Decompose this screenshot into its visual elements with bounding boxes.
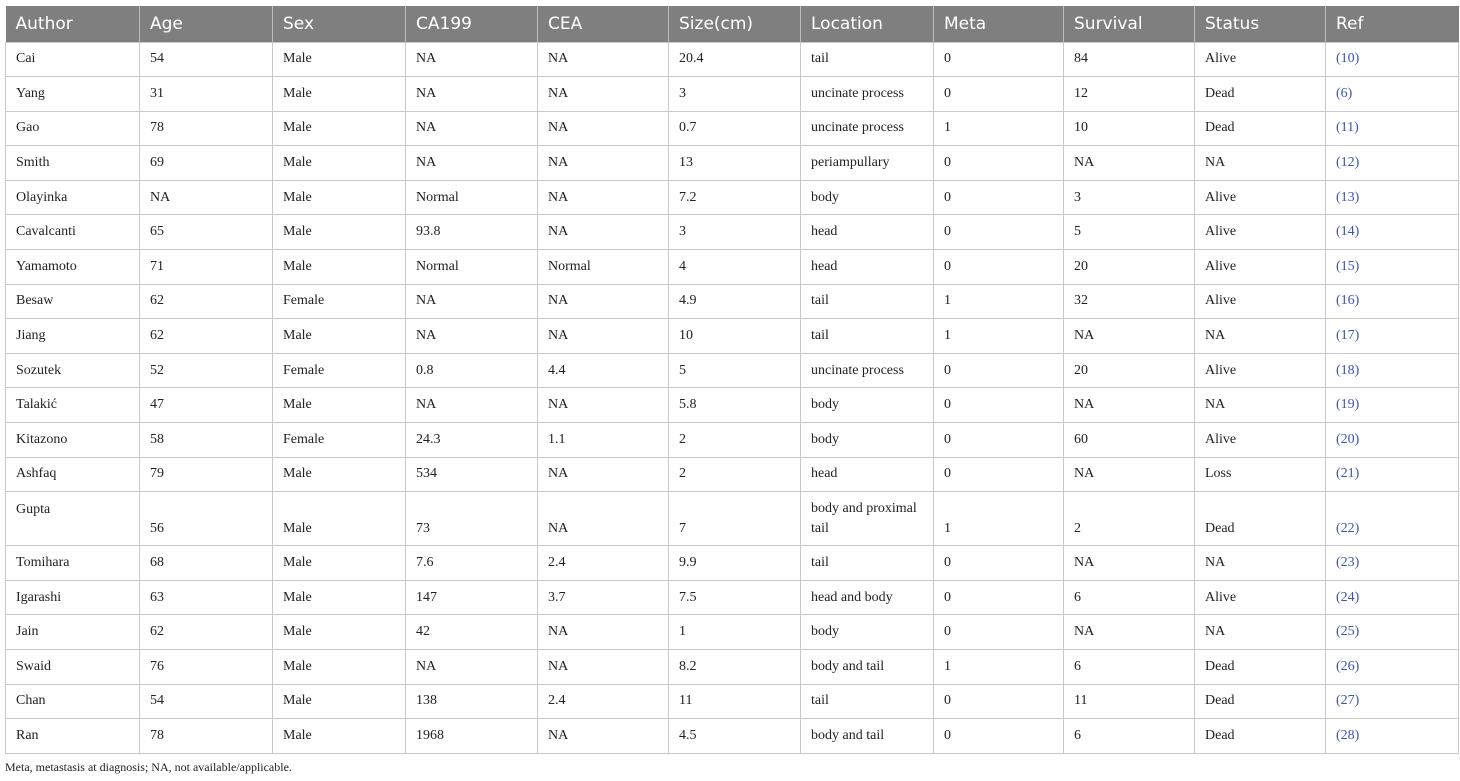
cell-ca199: 138 — [406, 684, 538, 719]
cell-survival: NA — [1064, 388, 1195, 423]
cell-location: head and body — [801, 580, 934, 615]
cell-age: 31 — [140, 77, 273, 112]
cell-sex: Male — [273, 111, 406, 146]
cell-location: tail — [801, 319, 934, 354]
cell-size: 2 — [669, 423, 801, 458]
cell-survival: 84 — [1064, 42, 1195, 77]
cell-sex: Male — [273, 546, 406, 581]
cell-size: 13 — [669, 146, 801, 181]
cell-size: 10 — [669, 319, 801, 354]
cell-cea: 2.4 — [538, 546, 669, 581]
table-row — [6, 492, 1459, 546]
cell-meta: 0 — [934, 719, 1064, 754]
cell-ca199: NA — [406, 146, 538, 181]
cell-meta: 0 — [934, 457, 1064, 492]
cell-age: 52 — [140, 353, 273, 388]
cell-size: 7 — [669, 492, 801, 546]
table-row — [6, 719, 1459, 754]
cell-size: 3 — [669, 215, 801, 250]
cell-size: 11 — [669, 684, 801, 719]
cell-sex: Male — [273, 457, 406, 492]
cell-location: head — [801, 457, 934, 492]
cell-ca199: 73 — [406, 492, 538, 546]
cell-age: 76 — [140, 650, 273, 685]
cell-ref[interactable]: (27) — [1326, 684, 1459, 719]
cell-size: 4.5 — [669, 719, 801, 754]
cell-sex: Female — [273, 284, 406, 319]
cell-author: Yamamoto — [6, 250, 140, 285]
cell-location: body — [801, 423, 934, 458]
cell-survival: NA — [1064, 457, 1195, 492]
table-row — [6, 319, 1459, 354]
cell-status: NA — [1195, 546, 1326, 581]
cell-survival: 3 — [1064, 180, 1195, 215]
cell-author: Yang — [6, 77, 140, 112]
cell-author: Jain — [6, 615, 140, 650]
cell-cea: NA — [538, 719, 669, 754]
cell-size: 9.9 — [669, 546, 801, 581]
cell-age: 78 — [140, 719, 273, 754]
cell-author: Besaw — [6, 284, 140, 319]
cell-age: 54 — [140, 684, 273, 719]
cell-location: body — [801, 615, 934, 650]
cell-status: NA — [1195, 615, 1326, 650]
cell-age: 54 — [140, 42, 273, 77]
cell-ca199: NA — [406, 42, 538, 77]
cell-meta: 1 — [934, 111, 1064, 146]
table-row — [6, 580, 1459, 615]
cell-size: 2 — [669, 457, 801, 492]
cell-location: body — [801, 388, 934, 423]
cell-cea: NA — [538, 650, 669, 685]
cell-ca199: 534 — [406, 457, 538, 492]
cell-survival: 11 — [1064, 684, 1195, 719]
cell-sex: Male — [273, 580, 406, 615]
cell-ca199: 0.8 — [406, 353, 538, 388]
cell-status: NA — [1195, 319, 1326, 354]
cell-meta: 1 — [934, 650, 1064, 685]
cell-status: Dead — [1195, 111, 1326, 146]
cell-status: Dead — [1195, 684, 1326, 719]
cell-location: tail — [801, 684, 934, 719]
cell-survival: 10 — [1064, 111, 1195, 146]
column-header-cea: CEA — [538, 6, 669, 42]
cell-status: Alive — [1195, 42, 1326, 77]
cell-ca199: Normal — [406, 180, 538, 215]
cell-location: tail — [801, 284, 934, 319]
cell-author: Gupta — [6, 492, 140, 546]
table-row — [6, 146, 1459, 181]
table-row — [6, 111, 1459, 146]
cell-location: uncinate process — [801, 77, 934, 112]
cell-meta: 1 — [934, 284, 1064, 319]
cell-status: NA — [1195, 146, 1326, 181]
cell-cea: 4.4 — [538, 353, 669, 388]
cell-status: Dead — [1195, 650, 1326, 685]
cell-ref[interactable]: (22) — [1326, 492, 1459, 546]
cell-ref[interactable]: (25) — [1326, 615, 1459, 650]
cell-status: Alive — [1195, 180, 1326, 215]
cell-meta: 0 — [934, 546, 1064, 581]
cell-age: 71 — [140, 250, 273, 285]
column-header-age: Age — [140, 6, 273, 42]
cell-meta: 0 — [934, 215, 1064, 250]
cell-meta: 0 — [934, 353, 1064, 388]
cell-ref[interactable]: (11) — [1326, 111, 1459, 146]
cell-location: uncinate process — [801, 353, 934, 388]
cell-author: Swaid — [6, 650, 140, 685]
cell-survival: 6 — [1064, 650, 1195, 685]
cell-cea: NA — [538, 146, 669, 181]
cell-sex: Male — [273, 388, 406, 423]
table-row — [6, 650, 1459, 685]
cell-ca199: 1968 — [406, 719, 538, 754]
cell-meta: 1 — [934, 319, 1064, 354]
table-row — [6, 353, 1459, 388]
cell-age: 56 — [140, 492, 273, 546]
cell-survival: NA — [1064, 146, 1195, 181]
cell-meta: 0 — [934, 388, 1064, 423]
cell-author: Chan — [6, 684, 140, 719]
cell-age: 69 — [140, 146, 273, 181]
table-row — [6, 684, 1459, 719]
cell-ca199: NA — [406, 319, 538, 354]
cell-ref[interactable]: (26) — [1326, 650, 1459, 685]
cell-sex: Female — [273, 353, 406, 388]
cell-author: Ashfaq — [6, 457, 140, 492]
cell-meta: 0 — [934, 250, 1064, 285]
cell-survival: 20 — [1064, 353, 1195, 388]
cell-cea: NA — [538, 615, 669, 650]
cell-status: Alive — [1195, 284, 1326, 319]
cell-age: 62 — [140, 319, 273, 354]
table-row — [6, 388, 1459, 423]
cell-survival: NA — [1064, 546, 1195, 581]
cell-meta: 0 — [934, 423, 1064, 458]
cell-size: 5 — [669, 353, 801, 388]
cell-survival: 6 — [1064, 719, 1195, 754]
cell-author: Gao — [6, 111, 140, 146]
cell-size: 4.9 — [669, 284, 801, 319]
cell-author: Kitazono — [6, 423, 140, 458]
cell-survival: 5 — [1064, 215, 1195, 250]
cell-cea: 3.7 — [538, 580, 669, 615]
cell-survival: NA — [1064, 615, 1195, 650]
table-row — [6, 77, 1459, 112]
cell-ref[interactable]: (12) — [1326, 146, 1459, 181]
cell-ref[interactable]: (18) — [1326, 353, 1459, 388]
cell-ref[interactable]: (17) — [1326, 319, 1459, 354]
cell-size: 20.4 — [669, 42, 801, 77]
table-row — [6, 615, 1459, 650]
cell-sex: Male — [273, 146, 406, 181]
cell-ref[interactable]: (16) — [1326, 284, 1459, 319]
cell-size: 4 — [669, 250, 801, 285]
cell-size: 5.8 — [669, 388, 801, 423]
table-row — [6, 546, 1459, 581]
cell-sex: Male — [273, 215, 406, 250]
cell-meta: 0 — [934, 684, 1064, 719]
cell-status: Alive — [1195, 250, 1326, 285]
table-row — [6, 42, 1459, 77]
cell-ref[interactable]: (14) — [1326, 215, 1459, 250]
cell-ca199: NA — [406, 111, 538, 146]
cell-meta: 0 — [934, 146, 1064, 181]
cell-sex: Female — [273, 423, 406, 458]
cell-age: 58 — [140, 423, 273, 458]
cell-ref[interactable]: (15) — [1326, 250, 1459, 285]
cell-cea: NA — [538, 457, 669, 492]
cell-sex: Male — [273, 615, 406, 650]
cell-size: 7.2 — [669, 180, 801, 215]
cell-cea: Normal — [538, 250, 669, 285]
cell-age: 65 — [140, 215, 273, 250]
cell-age: 62 — [140, 284, 273, 319]
cell-age: NA — [140, 180, 273, 215]
cell-author: Cavalcanti — [6, 215, 140, 250]
column-header-ref: Ref — [1326, 6, 1459, 42]
table-row — [6, 457, 1459, 492]
header-row — [6, 6, 1459, 42]
cell-status: Dead — [1195, 492, 1326, 546]
cell-ref[interactable]: (19) — [1326, 388, 1459, 423]
table-row — [6, 180, 1459, 215]
table-row — [6, 215, 1459, 250]
cell-age: 68 — [140, 546, 273, 581]
cell-author: Olayinka — [6, 180, 140, 215]
cell-sex: Male — [273, 77, 406, 112]
cell-ref[interactable]: (23) — [1326, 546, 1459, 581]
cell-ref[interactable]: (6) — [1326, 77, 1459, 112]
cell-ref[interactable]: (21) — [1326, 457, 1459, 492]
cell-status: Alive — [1195, 580, 1326, 615]
cell-age: 79 — [140, 457, 273, 492]
cell-meta: 0 — [934, 77, 1064, 112]
cell-author: Igarashi — [6, 580, 140, 615]
cell-location: periampullary — [801, 146, 934, 181]
cell-cea: NA — [538, 180, 669, 215]
cell-cea: NA — [538, 284, 669, 319]
data-table-container — [5, 6, 1454, 754]
case-table — [5, 6, 1459, 754]
table-row — [6, 284, 1459, 319]
cell-age: 47 — [140, 388, 273, 423]
cell-location: head — [801, 215, 934, 250]
cell-cea: NA — [538, 319, 669, 354]
cell-survival: 32 — [1064, 284, 1195, 319]
cell-status: NA — [1195, 388, 1326, 423]
cell-location: body and tail — [801, 650, 934, 685]
cell-cea: NA — [538, 111, 669, 146]
cell-author: Tomihara — [6, 546, 140, 581]
cell-ca199: NA — [406, 77, 538, 112]
cell-ref[interactable]: (24) — [1326, 580, 1459, 615]
cell-status: Dead — [1195, 77, 1326, 112]
cell-sex: Male — [273, 180, 406, 215]
cell-sex: Male — [273, 319, 406, 354]
cell-cea: 1.1 — [538, 423, 669, 458]
cell-cea: NA — [538, 492, 669, 546]
cell-meta: 0 — [934, 42, 1064, 77]
cell-sex: Male — [273, 492, 406, 546]
cell-age: 78 — [140, 111, 273, 146]
cell-survival: 20 — [1064, 250, 1195, 285]
cell-location: head — [801, 250, 934, 285]
cell-age: 62 — [140, 615, 273, 650]
cell-ca199: 147 — [406, 580, 538, 615]
cell-sex: Male — [273, 42, 406, 77]
cell-ref[interactable]: (20) — [1326, 423, 1459, 458]
cell-sex: Male — [273, 650, 406, 685]
cell-age: 63 — [140, 580, 273, 615]
cell-ref[interactable]: (10) — [1326, 42, 1459, 77]
cell-cea: 2.4 — [538, 684, 669, 719]
cell-author: Cai — [6, 42, 140, 77]
cell-author: Ran — [6, 719, 140, 754]
cell-author: Talakić — [6, 388, 140, 423]
column-header-survival: Survival — [1064, 6, 1195, 42]
cell-ca199: Normal — [406, 250, 538, 285]
cell-meta: 0 — [934, 615, 1064, 650]
cell-location: body and proximal tail — [801, 492, 934, 546]
cell-cea: NA — [538, 388, 669, 423]
cell-sex: Male — [273, 250, 406, 285]
cell-sex: Male — [273, 719, 406, 754]
cell-ca199: NA — [406, 284, 538, 319]
column-header-sex: Sex — [273, 6, 406, 42]
column-header-author: Author — [6, 6, 140, 42]
table-row — [6, 250, 1459, 285]
cell-meta: 1 — [934, 492, 1064, 546]
column-header-size: Size(cm) — [669, 6, 801, 42]
cell-ca199: 93.8 — [406, 215, 538, 250]
cell-status: Loss — [1195, 457, 1326, 492]
cell-size: 3 — [669, 77, 801, 112]
cell-location: body — [801, 180, 934, 215]
cell-author: Sozutek — [6, 353, 140, 388]
cell-survival: 2 — [1064, 492, 1195, 546]
cell-author: Jiang — [6, 319, 140, 354]
column-header-status: Status — [1195, 6, 1326, 42]
cell-ca199: NA — [406, 388, 538, 423]
cell-size: 7.5 — [669, 580, 801, 615]
cell-cea: NA — [538, 42, 669, 77]
cell-status: Alive — [1195, 353, 1326, 388]
cell-survival: 6 — [1064, 580, 1195, 615]
cell-cea: NA — [538, 215, 669, 250]
cell-location: tail — [801, 42, 934, 77]
cell-ca199: 24.3 — [406, 423, 538, 458]
cell-meta: 0 — [934, 580, 1064, 615]
cell-location: uncinate process — [801, 111, 934, 146]
cell-size: 8.2 — [669, 650, 801, 685]
cell-status: Dead — [1195, 719, 1326, 754]
cell-survival: 12 — [1064, 77, 1195, 112]
cell-ca199: 7.6 — [406, 546, 538, 581]
cell-author: Smith — [6, 146, 140, 181]
table-footnote: Meta, metastasis at diagnosis; NA, not available/applicable. — [5, 760, 292, 774]
cell-meta: 0 — [934, 180, 1064, 215]
cell-status: Alive — [1195, 215, 1326, 250]
cell-ref[interactable]: (13) — [1326, 180, 1459, 215]
cell-survival: 60 — [1064, 423, 1195, 458]
cell-size: 0.7 — [669, 111, 801, 146]
column-header-ca199: CA199 — [406, 6, 538, 42]
cell-ca199: 42 — [406, 615, 538, 650]
cell-cea: NA — [538, 77, 669, 112]
table-body — [6, 42, 1459, 753]
column-header-location: Location — [801, 6, 934, 42]
cell-status: Alive — [1195, 423, 1326, 458]
cell-size: 1 — [669, 615, 801, 650]
cell-location: body and tail — [801, 719, 934, 754]
cell-ref[interactable]: (28) — [1326, 719, 1459, 754]
cell-sex: Male — [273, 684, 406, 719]
cell-ca199: NA — [406, 650, 538, 685]
column-header-meta: Meta — [934, 6, 1064, 42]
cell-survival: NA — [1064, 319, 1195, 354]
cell-location: tail — [801, 546, 934, 581]
table-row — [6, 423, 1459, 458]
